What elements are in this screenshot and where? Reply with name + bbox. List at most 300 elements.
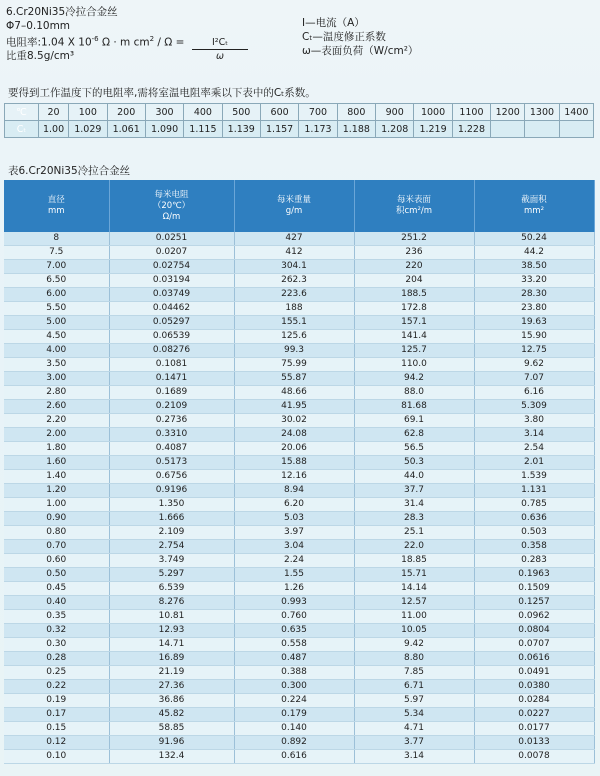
table-row	[4, 526, 594, 540]
table-row	[4, 582, 594, 596]
table-cell: 0.90	[4, 512, 109, 526]
table-cell: 88.0	[354, 386, 474, 400]
table-cell: 0.0227	[474, 708, 594, 722]
column-header-line: （20℃）	[152, 200, 191, 211]
table-cell: 2.109	[109, 526, 234, 540]
table-row	[4, 666, 594, 680]
table-row	[4, 610, 594, 624]
table-cell: 125.7	[354, 344, 474, 358]
coefficient-cell: 1.173	[299, 121, 337, 138]
table-row	[4, 484, 594, 498]
table-cell: 5.309	[474, 400, 594, 414]
wire-spec-table	[4, 180, 595, 764]
table-cell: 0.140	[234, 722, 354, 736]
table-caption: 表6.Cr20Ni35冷拉合金丝	[8, 165, 131, 177]
table-cell: 5.50	[4, 302, 109, 316]
table-cell: 2.01	[474, 456, 594, 470]
table-cell: 2.80	[4, 386, 109, 400]
table-cell: 0.3310	[109, 428, 234, 442]
temperature-cell: 20	[39, 104, 69, 121]
table-cell: 0.503	[474, 526, 594, 540]
table-cell: 0.0207	[109, 246, 234, 260]
table-cell: 0.19	[4, 694, 109, 708]
table-cell: 91.96	[109, 736, 234, 750]
table-cell: 0.388	[234, 666, 354, 680]
table-cell: 15.71	[354, 568, 474, 582]
table-cell: 0.6756	[109, 470, 234, 484]
table-cell: 8	[4, 232, 109, 246]
column-header	[474, 180, 594, 232]
coefficient-cell	[491, 121, 525, 138]
column-header-line: mm	[47, 206, 65, 216]
table-header-row	[4, 180, 594, 232]
table-cell: 27.36	[109, 680, 234, 694]
table-cell: 1.131	[474, 484, 594, 498]
table-cell: 36.86	[109, 694, 234, 708]
resistivity-unit-exponent: 2	[149, 35, 155, 43]
table-cell: 0.15	[4, 722, 109, 736]
table-cell: 44.2	[474, 246, 594, 260]
table-cell: 0.05297	[109, 316, 234, 330]
column-header	[234, 180, 354, 232]
table-cell: 99.3	[234, 344, 354, 358]
table-cell: 2.24	[234, 554, 354, 568]
table-cell: 188	[234, 302, 354, 316]
table-cell: 0.04462	[109, 302, 234, 316]
column-header-line: 直径	[47, 195, 65, 205]
legend-correction: Cₜ—温度修正系数	[302, 31, 386, 43]
coefficient-cell	[559, 121, 593, 138]
table-cell: 141.4	[354, 330, 474, 344]
column-header-line: 每米表面	[396, 195, 431, 205]
table-cell: 20.06	[234, 442, 354, 456]
column-header-line: 每米电阻	[154, 189, 189, 200]
table-cell: 18.85	[354, 554, 474, 568]
table-cell: 6.71	[354, 680, 474, 694]
table-cell: 0.892	[234, 736, 354, 750]
table-cell: 5.97	[354, 694, 474, 708]
fraction-denominator: ω	[216, 51, 224, 62]
table-cell: 251.2	[354, 232, 474, 246]
temperature-row-label: ℃	[5, 104, 39, 121]
table-cell: 1.350	[109, 498, 234, 512]
intro-text: 要得到工作温度下的电阻率,需将室温电阻率乘以下表中的Cₜ系数。	[8, 87, 316, 99]
table-cell: 0.558	[234, 638, 354, 652]
table-cell: 0.993	[234, 596, 354, 610]
table-cell: 50.24	[474, 232, 594, 246]
table-cell: 1.26	[234, 582, 354, 596]
column-header-line: Ω/m	[162, 211, 181, 222]
table-cell: 3.749	[109, 554, 234, 568]
table-cell: 0.1081	[109, 358, 234, 372]
temperature-cell: 400	[184, 104, 222, 121]
table-cell: 132.4	[109, 750, 234, 764]
alloy-title: 6.Cr20Ni35冷拉合金丝	[6, 6, 118, 18]
table-cell: 304.1	[234, 260, 354, 274]
table-cell: 0.224	[234, 694, 354, 708]
table-cell: 0.22	[4, 680, 109, 694]
table-cell: 0.1509	[474, 582, 594, 596]
table-row	[4, 456, 594, 470]
table-row	[4, 736, 594, 750]
temperature-cell: 100	[69, 104, 107, 121]
table-cell: 155.1	[234, 316, 354, 330]
table-cell: 0.0284	[474, 694, 594, 708]
table-cell: 56.5	[354, 442, 474, 456]
table-cell: 6.00	[4, 288, 109, 302]
coefficient-table	[4, 103, 594, 138]
table-cell: 3.04	[234, 540, 354, 554]
table-row	[4, 330, 594, 344]
table-cell: 220	[354, 260, 474, 274]
table-cell: 3.77	[354, 736, 474, 750]
table-cell: 0.60	[4, 554, 109, 568]
resistivity-formula	[6, 33, 184, 50]
table-cell: 19.63	[474, 316, 594, 330]
table-cell: 0.40	[4, 596, 109, 610]
table-cell: 38.50	[474, 260, 594, 274]
table-row	[4, 624, 594, 638]
table-cell: 3.50	[4, 358, 109, 372]
temperature-cell: 1200	[491, 104, 525, 121]
table-cell: 7.00	[4, 260, 109, 274]
table-cell: 0.1471	[109, 372, 234, 386]
table-row	[4, 568, 594, 582]
table-cell: 0.283	[474, 554, 594, 568]
table-cell: 14.14	[354, 582, 474, 596]
spec-header	[6, 6, 596, 66]
symbol-legend	[302, 16, 418, 58]
table-cell: 1.60	[4, 456, 109, 470]
table-cell: 0.17	[4, 708, 109, 722]
table-cell: 8.94	[234, 484, 354, 498]
table-cell: 204	[354, 274, 474, 288]
table-cell: 0.32	[4, 624, 109, 638]
coefficient-cell: 1.090	[145, 121, 183, 138]
table-row	[4, 232, 594, 246]
table-cell: 3.97	[234, 526, 354, 540]
coefficient-cell: 1.061	[107, 121, 145, 138]
table-row	[4, 470, 594, 484]
table-cell: 12.57	[354, 596, 474, 610]
table-cell: 0.03194	[109, 274, 234, 288]
coefficient-cell: 1.139	[222, 121, 260, 138]
table-cell: 0.1257	[474, 596, 594, 610]
table-cell: 24.08	[234, 428, 354, 442]
table-cell: 69.1	[354, 414, 474, 428]
table-row	[4, 708, 594, 722]
table-row	[4, 400, 594, 414]
table-cell: 0.80	[4, 526, 109, 540]
table-cell: 0.12	[4, 736, 109, 750]
table-cell: 2.54	[474, 442, 594, 456]
table-cell: 0.785	[474, 498, 594, 512]
table-row	[4, 260, 594, 274]
table-cell: 7.07	[474, 372, 594, 386]
table-cell: 3.14	[474, 428, 594, 442]
table-cell: 45.82	[109, 708, 234, 722]
table-cell: 0.28	[4, 652, 109, 666]
table-cell: 1.80	[4, 442, 109, 456]
table-cell: 8.80	[354, 652, 474, 666]
table-row	[4, 694, 594, 708]
coefficient-cell: 1.157	[260, 121, 298, 138]
table-cell: 12.75	[474, 344, 594, 358]
table-row	[4, 512, 594, 526]
table-cell: 9.42	[354, 638, 474, 652]
table-cell: 110.0	[354, 358, 474, 372]
table-row	[4, 246, 594, 260]
table-cell: 2.60	[4, 400, 109, 414]
resistivity-exponent: -6	[91, 35, 99, 43]
table-row	[4, 288, 594, 302]
table-cell: 5.00	[4, 316, 109, 330]
table-cell: 1.55	[234, 568, 354, 582]
legend-current: I—电流（A）	[302, 17, 365, 29]
temperature-cell: 600	[260, 104, 298, 121]
table-cell: 5.03	[234, 512, 354, 526]
table-cell: 6.16	[474, 386, 594, 400]
table-row	[4, 302, 594, 316]
formula-fraction	[192, 37, 248, 62]
temperature-cell: 800	[337, 104, 375, 121]
resistivity-tail: / Ω =	[154, 36, 185, 49]
table-row	[4, 498, 594, 512]
table-body	[4, 232, 594, 764]
table-cell: 48.66	[234, 386, 354, 400]
table-cell: 31.4	[354, 498, 474, 512]
table-cell: 0.616	[234, 750, 354, 764]
table-cell: 236	[354, 246, 474, 260]
table-cell: 81.68	[354, 400, 474, 414]
table-cell: 37.7	[354, 484, 474, 498]
coefficient-cell: 1.219	[414, 121, 452, 138]
temperature-cell: 900	[376, 104, 414, 121]
table-cell: 0.0491	[474, 666, 594, 680]
table-cell: 1.539	[474, 470, 594, 484]
table-cell: 4.50	[4, 330, 109, 344]
table-row	[4, 386, 594, 400]
table-cell: 12.93	[109, 624, 234, 638]
table-cell: 157.1	[354, 316, 474, 330]
table-row	[4, 316, 594, 330]
fraction-numerator: I²Cₜ	[192, 37, 248, 50]
table-cell: 0.70	[4, 540, 109, 554]
table-cell: 0.03749	[109, 288, 234, 302]
coefficient-row-label: Cₜ	[5, 121, 39, 138]
temperature-cell: 200	[107, 104, 145, 121]
temperature-cell: 700	[299, 104, 337, 121]
table-cell: 3.00	[4, 372, 109, 386]
table-cell: 7.85	[354, 666, 474, 680]
temperature-cell: 1400	[559, 104, 593, 121]
table-cell: 28.3	[354, 512, 474, 526]
table-cell: 0.0133	[474, 736, 594, 750]
table-cell: 0.5173	[109, 456, 234, 470]
table-row	[4, 358, 594, 372]
table-row	[4, 442, 594, 456]
table-cell: 5.297	[109, 568, 234, 582]
table-row	[4, 652, 594, 666]
table-cell: 8.276	[109, 596, 234, 610]
table-cell: 2.00	[4, 428, 109, 442]
table-row	[4, 554, 594, 568]
table-cell: 4.71	[354, 722, 474, 736]
table-cell: 2.754	[109, 540, 234, 554]
table-cell: 94.2	[354, 372, 474, 386]
column-header	[4, 180, 109, 232]
table-cell: 75.99	[234, 358, 354, 372]
table-cell: 0.179	[234, 708, 354, 722]
table-cell: 0.760	[234, 610, 354, 624]
temperature-cell: 500	[222, 104, 260, 121]
coefficient-cell	[525, 121, 559, 138]
table-cell: 1.666	[109, 512, 234, 526]
resistivity-unit: Ω · m cm	[98, 36, 150, 49]
table-cell: 9.62	[474, 358, 594, 372]
table-row	[4, 414, 594, 428]
table-row	[4, 344, 594, 358]
coefficient-cell: 1.188	[337, 121, 375, 138]
table-row	[4, 680, 594, 694]
table-cell: 0.25	[4, 666, 109, 680]
table-cell: 223.6	[234, 288, 354, 302]
table-cell: 16.89	[109, 652, 234, 666]
table-cell: 3.80	[474, 414, 594, 428]
table-cell: 0.2736	[109, 414, 234, 428]
table-cell: 0.35	[4, 610, 109, 624]
temperature-cell: 1300	[525, 104, 559, 121]
table-cell: 28.30	[474, 288, 594, 302]
column-header	[354, 180, 474, 232]
column-header-line: mm²	[524, 206, 544, 216]
table-cell: 0.1963	[474, 568, 594, 582]
table-row	[4, 540, 594, 554]
table-cell: 0.45	[4, 582, 109, 596]
temperature-cell: 1100	[452, 104, 490, 121]
table-cell: 0.9196	[109, 484, 234, 498]
spec-lines	[6, 6, 184, 64]
table-cell: 5.34	[354, 708, 474, 722]
table-cell: 0.0177	[474, 722, 594, 736]
temperature-cell: 300	[145, 104, 183, 121]
table-cell: 1.00	[4, 498, 109, 512]
table-cell: 0.0380	[474, 680, 594, 694]
table-row	[4, 428, 594, 442]
table-cell: 0.0962	[474, 610, 594, 624]
table-cell: 412	[234, 246, 354, 260]
table-cell: 0.2109	[109, 400, 234, 414]
table-cell: 41.95	[234, 400, 354, 414]
table-cell: 6.20	[234, 498, 354, 512]
table-cell: 30.02	[234, 414, 354, 428]
table-cell: 33.20	[474, 274, 594, 288]
table-cell: 4.00	[4, 344, 109, 358]
table-cell: 23.80	[474, 302, 594, 316]
table-cell: 0.50	[4, 568, 109, 582]
table-cell: 0.08276	[109, 344, 234, 358]
temperature-row	[5, 104, 594, 121]
table-cell: 0.358	[474, 540, 594, 554]
table-cell: 0.10	[4, 750, 109, 764]
table-cell: 0.0707	[474, 638, 594, 652]
coefficient-cell: 1.228	[452, 121, 490, 138]
table-row	[4, 274, 594, 288]
table-cell: 1.20	[4, 484, 109, 498]
table-cell: 11.00	[354, 610, 474, 624]
table-cell: 0.0251	[109, 232, 234, 246]
table-cell: 58.85	[109, 722, 234, 736]
diameter-range: Φ7–0.10mm	[6, 19, 71, 32]
table-row	[4, 372, 594, 386]
table-cell: 0.300	[234, 680, 354, 694]
table-cell: 3.14	[354, 750, 474, 764]
density: 比重8.5g/cm³	[6, 50, 75, 62]
table-cell: 15.88	[234, 456, 354, 470]
resistivity-label: 电阻率:1.04 X 10	[6, 36, 92, 49]
table-cell: 0.487	[234, 652, 354, 666]
table-cell: 188.5	[354, 288, 474, 302]
table-cell: 2.20	[4, 414, 109, 428]
table-cell: 427	[234, 232, 354, 246]
table-cell: 0.635	[234, 624, 354, 638]
column-header-line: 截面积	[521, 195, 547, 205]
table-cell: 6.539	[109, 582, 234, 596]
table-cell: 1.40	[4, 470, 109, 484]
table-cell: 15.90	[474, 330, 594, 344]
table-cell: 14.71	[109, 638, 234, 652]
legend-surface-load: ω—表面负荷（W/cm²）	[302, 45, 419, 57]
table-row	[4, 596, 594, 610]
table-cell: 0.30	[4, 638, 109, 652]
table-cell: 10.05	[354, 624, 474, 638]
table-cell: 262.3	[234, 274, 354, 288]
column-header-line: 积cm²/m	[395, 206, 432, 216]
column-header-line: g/m	[285, 206, 303, 216]
table-row	[4, 638, 594, 652]
table-cell: 0.636	[474, 512, 594, 526]
coefficient-cell: 1.208	[376, 121, 414, 138]
column-header	[109, 180, 234, 232]
table-cell: 0.4087	[109, 442, 234, 456]
table-cell: 10.81	[109, 610, 234, 624]
table-cell: 62.8	[354, 428, 474, 442]
table-cell: 0.02754	[109, 260, 234, 274]
table-cell: 25.1	[354, 526, 474, 540]
table-cell: 0.0804	[474, 624, 594, 638]
coefficient-cell: 1.029	[69, 121, 107, 138]
table-row	[4, 750, 594, 764]
table-cell: 0.1689	[109, 386, 234, 400]
table-cell: 7.5	[4, 246, 109, 260]
table-cell: 22.0	[354, 540, 474, 554]
coefficient-row	[5, 121, 594, 138]
coefficient-cell: 1.00	[39, 121, 69, 138]
table-cell: 12.16	[234, 470, 354, 484]
coefficient-cell: 1.115	[184, 121, 222, 138]
table-cell: 21.19	[109, 666, 234, 680]
table-cell: 50.3	[354, 456, 474, 470]
table-cell: 0.06539	[109, 330, 234, 344]
table-row	[4, 722, 594, 736]
table-cell: 0.0616	[474, 652, 594, 666]
table-cell: 0.0078	[474, 750, 594, 764]
table-cell: 125.6	[234, 330, 354, 344]
table-cell: 55.87	[234, 372, 354, 386]
table-cell: 172.8	[354, 302, 474, 316]
table-cell: 44.0	[354, 470, 474, 484]
temperature-cell: 1000	[414, 104, 452, 121]
